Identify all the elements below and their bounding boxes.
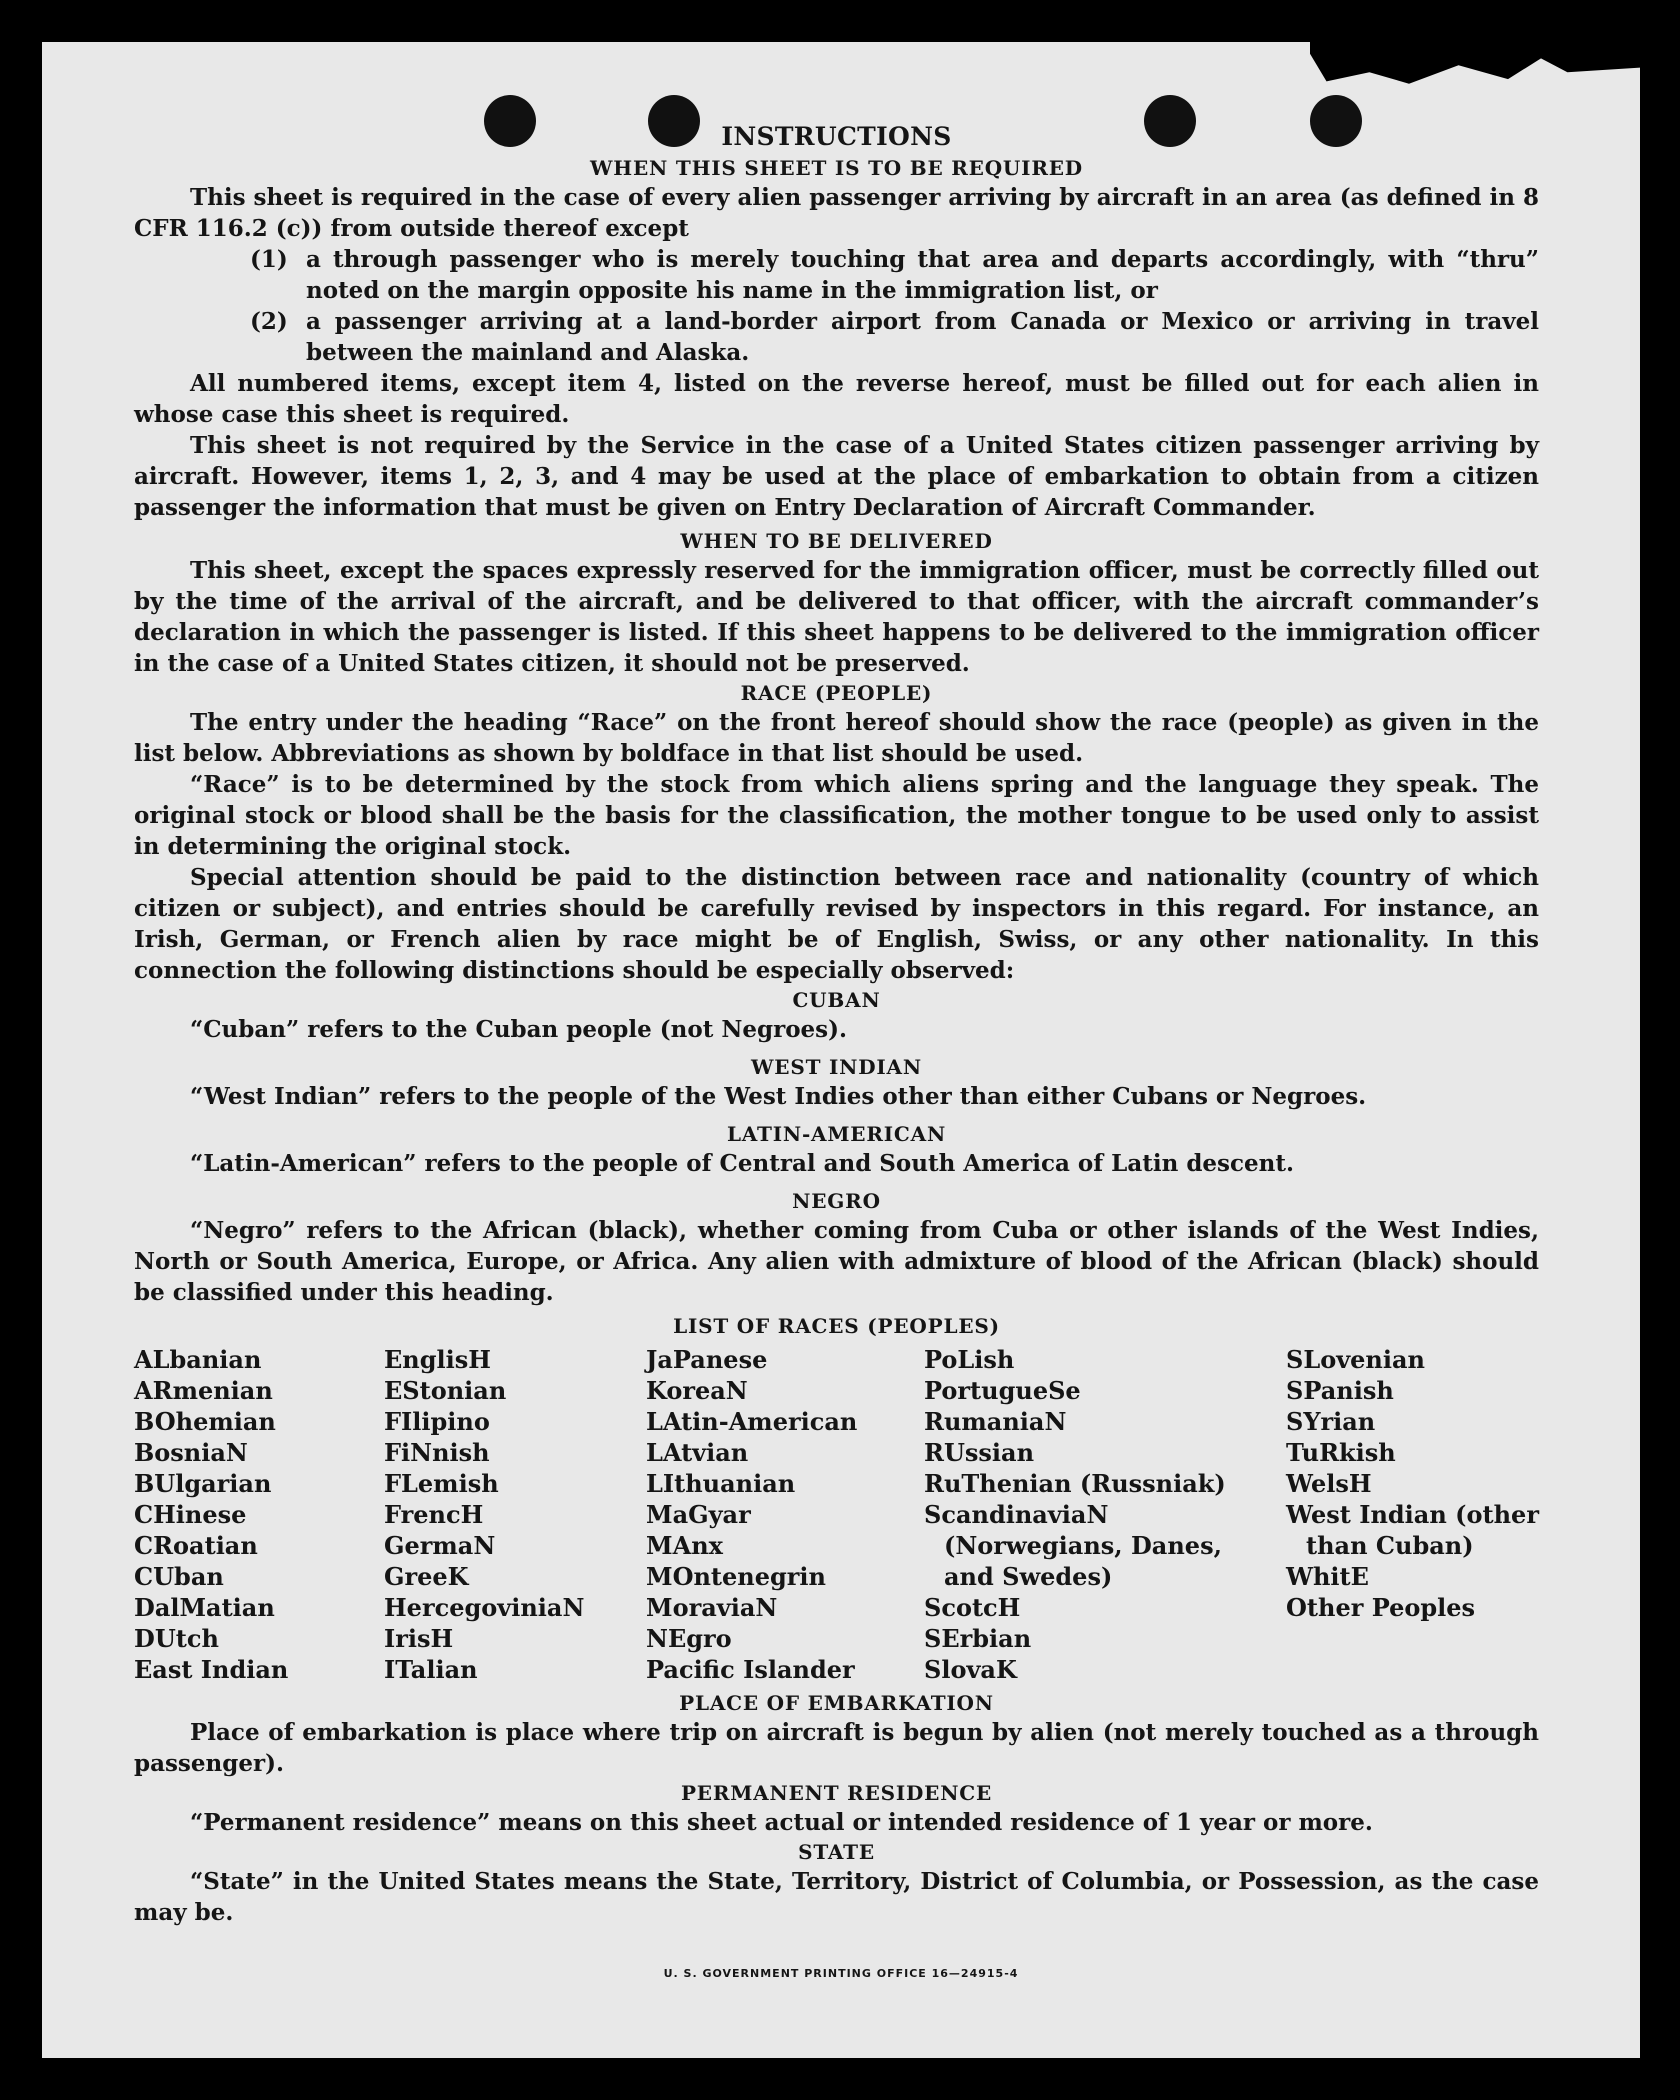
list-item: SYrian <box>1286 1407 1376 1436</box>
race-column-2 <box>384 1344 646 1685</box>
list-item: HercegoviniaN <box>384 1593 585 1622</box>
embarkation-text: Place of embarkation is place where trip on aircraft is begun by alien (not merely touched as a through passenger). <box>134 1719 1539 1777</box>
list-item: PortugueSe <box>924 1376 1081 1405</box>
list-item: FiNnish <box>384 1438 490 1467</box>
list-item: TuRkish <box>1286 1438 1396 1467</box>
list-item: LIthuanian <box>646 1469 796 1498</box>
list-item: LAtvian <box>646 1438 749 1467</box>
cuban-text: “Cuban” refers to the Cuban people (not Negroes). <box>190 1016 848 1043</box>
list-item: MoraviaN <box>646 1593 778 1622</box>
list-item: RuThenian (Russniak) <box>924 1469 1226 1498</box>
list-item: BUlgarian <box>134 1469 272 1498</box>
race-column-5 <box>1286 1344 1539 1685</box>
list-item: BOhemian <box>134 1407 276 1436</box>
list-item: ITalian <box>384 1655 478 1684</box>
heading-list-of-races: LIST OF RACES (PEOPLES) <box>673 1314 1000 1338</box>
list-item: ALbanian <box>134 1345 262 1374</box>
heading-cuban: CUBAN <box>792 988 881 1012</box>
heading-latin-american: LATIN-AMERICAN <box>726 1122 947 1146</box>
list-item: MOntenegrin <box>646 1562 826 1591</box>
heading-state: STATE <box>798 1840 875 1864</box>
when-required-p3: This sheet is not required by the Service in the case of a United States citizen passenger arriving by aircraft. However, items 1, 2, 3, and 4 may be used at the place of embarkation to obtain from a citizen passenger the information that must be given on Entry Declaration of Aircraft Commander. <box>134 432 1539 521</box>
item-text: a passenger arriving at a land-border airport from Canada or Mexico or arriving in travel between the mainland and Alaska. <box>306 308 1539 366</box>
list-item: CHinese <box>134 1500 247 1529</box>
heading-when-delivered: WHEN TO BE DELIVERED <box>680 529 993 553</box>
residence-text: “Permanent residence” means on this sheet actual or intended residence of 1 year or more. <box>190 1809 1373 1836</box>
item-text: a through passenger who is merely touching that area and departs accordingly, with “thru” noted on the margin opposite his name in the immigration list, or <box>306 246 1539 304</box>
race-p2: “Race” is to be determined by the stock from which aliens spring and the language they speak. The original stock or blood shall be the basis for the classification, the mother tongue to be used only to assist in determining the original stock. <box>134 771 1539 860</box>
list-item: DUtch <box>134 1624 219 1653</box>
race-column-1 <box>134 1344 384 1685</box>
list-item: EStonian <box>384 1376 507 1405</box>
list-item: MaGyar <box>646 1500 751 1529</box>
list-item: FLemish <box>384 1469 499 1498</box>
west-indian-text: “West Indian” refers to the people of the West Indies other than either Cubans or Negroes. <box>190 1083 1367 1110</box>
list-item: RumaniaN <box>924 1407 1067 1436</box>
list-item: CRoatian <box>134 1531 258 1560</box>
heading-when-required: WHEN THIS SHEET IS TO BE REQUIRED <box>590 156 1083 180</box>
when-delivered-text: This sheet, except the spaces expressly reserved for the immigration officer, must be correctly filled out by the time of the arrival of the aircraft, and be delivered to that officer, with the aircraft commander’s declaration in which the passenger is listed. If this sheet happens to be delivered to the immigration officer in the case of a United States citizen, it should not be preserved. <box>134 557 1539 677</box>
list-item: CUban <box>134 1562 224 1591</box>
list-item: DalMatian <box>134 1593 275 1622</box>
list-item: SErbian <box>924 1624 1032 1653</box>
list-item: WhitE <box>1286 1562 1369 1591</box>
page-title: INSTRUCTIONS <box>721 122 952 151</box>
list-item: EnglisH <box>384 1345 491 1374</box>
list-item: FIlipino <box>384 1407 490 1436</box>
item-number: (1) <box>250 246 288 273</box>
torn-corner <box>1310 40 1640 86</box>
list-item: SPanish <box>1286 1376 1394 1405</box>
list-item: PoLish <box>924 1345 1015 1374</box>
instructions-body <box>134 120 1539 1928</box>
document-sheet <box>42 42 1640 2058</box>
list-item: NEgro <box>646 1624 732 1653</box>
item-number: (2) <box>250 308 288 335</box>
list-item: JaPanese <box>646 1345 768 1374</box>
race-column-3 <box>646 1344 924 1685</box>
exception-item-2 <box>250 306 1539 368</box>
race-p3: Special attention should be paid to the distinction between race and nationality (country of which citizen or subject), and entries should be carefully revised by inspectors in this regard. For instance, an Irish, German, or French alien by race might be of English, Swiss, or any other nationality. In this connection the following distinctions should be especially observed: <box>134 864 1539 984</box>
list-item: East Indian <box>134 1655 289 1684</box>
list-item: ScotcH <box>924 1593 1021 1622</box>
race-list <box>134 1344 1539 1685</box>
heading-residence: PERMANENT RESIDENCE <box>680 1781 993 1805</box>
list-item: Pacific Islander <box>646 1655 855 1684</box>
list-item: RUssian <box>924 1438 1035 1467</box>
list-item: FrencH <box>384 1500 484 1529</box>
list-item: GermaN <box>384 1531 496 1560</box>
when-required-intro: This sheet is required in the case of every alien passenger arriving by aircraft in an area (as defined in 8 CFR 116.2 (c)) from outside thereof except <box>134 184 1539 242</box>
heading-west-indian: WEST INDIAN <box>751 1055 922 1079</box>
list-item: SLovenian <box>1286 1345 1425 1374</box>
list-item: LAtin-American <box>646 1407 858 1436</box>
list-item: West Indian (other than Cuban) <box>1286 1500 1539 1560</box>
when-required-p2: All numbered items, except item 4, listed on the reverse hereof, must be filled out for each alien in whose case this sheet is required. <box>134 370 1539 428</box>
state-text: “State” in the United States means the State, Territory, District of Columbia, or Possession, as the case may be. <box>134 1868 1539 1926</box>
list-item: BosniaN <box>134 1438 248 1467</box>
race-column-4 <box>924 1344 1286 1685</box>
race-p1: The entry under the heading “Race” on the front hereof should show the race (people) as given in the list below. Abbreviations as shown by boldface in that list should be used. <box>134 709 1539 767</box>
list-item: SlovaK <box>924 1655 1017 1684</box>
list-item: IrisH <box>384 1624 454 1653</box>
printing-office-footer: U. S. GOVERNMENT PRINTING OFFICE 16—24915-4 <box>663 1967 1019 1980</box>
list-item: ARmenian <box>134 1376 273 1405</box>
list-item: Other Peoples <box>1286 1593 1476 1622</box>
negro-text: “Negro” refers to the African (black), whether coming from Cuba or other islands of the West Indies, North or South America, Europe, or Africa. Any alien with admixture of blood of the African (black) should be classified under this heading. <box>134 1217 1539 1306</box>
heading-embarkation: PLACE OF EMBARKATION <box>679 1691 994 1715</box>
exception-item-1 <box>250 244 1539 306</box>
heading-negro: NEGRO <box>792 1189 881 1213</box>
heading-race: RACE (PEOPLE) <box>740 681 933 705</box>
latin-american-text: “Latin-American” refers to the people of Central and South America of Latin descent. <box>190 1150 1294 1177</box>
list-item: ScandinaviaN (Norwegians, Danes, and Swedes) <box>924 1500 1222 1591</box>
list-item: WelsH <box>1286 1469 1372 1498</box>
list-item: GreeK <box>384 1562 469 1591</box>
list-item: MAnx <box>646 1531 723 1560</box>
list-item: KoreaN <box>646 1376 748 1405</box>
